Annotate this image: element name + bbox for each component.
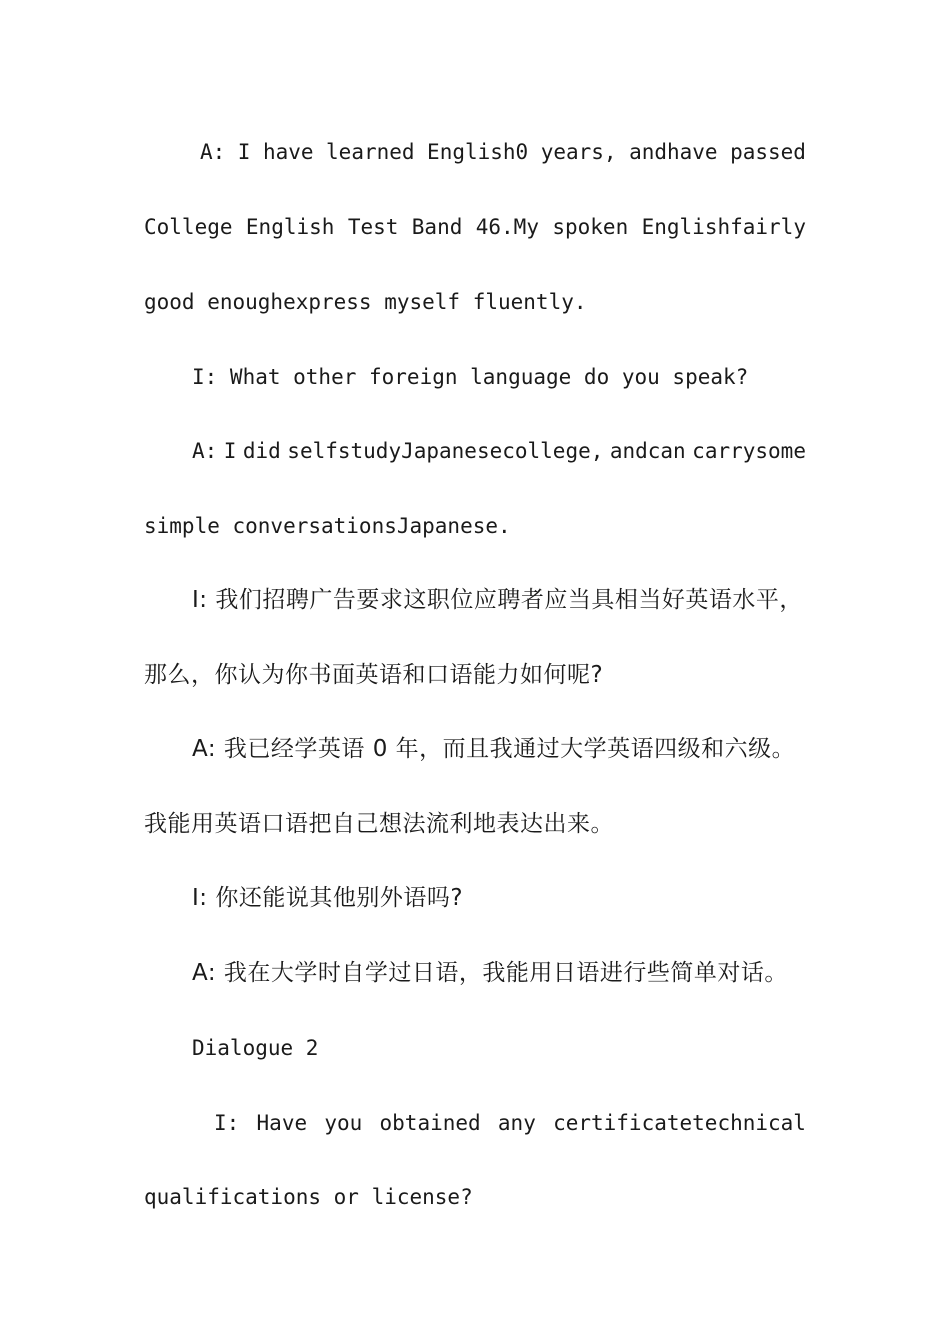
question-line: I: What other foreign language do you speak? bbox=[192, 365, 749, 389]
answer-line: A: I did selfstudyJapanesecollege, andcan carrysome bbox=[192, 439, 806, 463]
paragraph-line: 那么，你认为你书面英语和口语能力如何呢? bbox=[144, 662, 604, 688]
paragraph-line: College English Test Band 46.My spoken Englishfairly bbox=[144, 215, 806, 239]
question-line: I: 你还能说其他别外语吗? bbox=[192, 885, 464, 911]
paragraph-line: simple conversationsJapanese. bbox=[144, 514, 511, 538]
paragraph-line: qualifications or license? bbox=[144, 1185, 473, 1209]
answer-line: A: 我已经学英语 0 年，而且我通过大学英语四级和六级。 bbox=[192, 736, 796, 762]
question-line: I: Have you obtained any certificatetechnical bbox=[214, 1111, 806, 1135]
answer-line: A: 我在大学时自学过日语，我能用日语进行些简单对话。 bbox=[192, 960, 788, 986]
section-heading: Dialogue 2 bbox=[192, 1036, 319, 1060]
paragraph-line: A: I have learned English0 years, andhave passed bbox=[200, 140, 806, 164]
paragraph-line: good enoughexpress myself fluently. bbox=[144, 290, 587, 314]
question-line: I: 我们招聘广告要求这职位应聘者应当具相当好英语水平， bbox=[192, 587, 803, 613]
paragraph-line: 我能用英语口语把自己想法流利地表达出来。 bbox=[144, 811, 614, 837]
